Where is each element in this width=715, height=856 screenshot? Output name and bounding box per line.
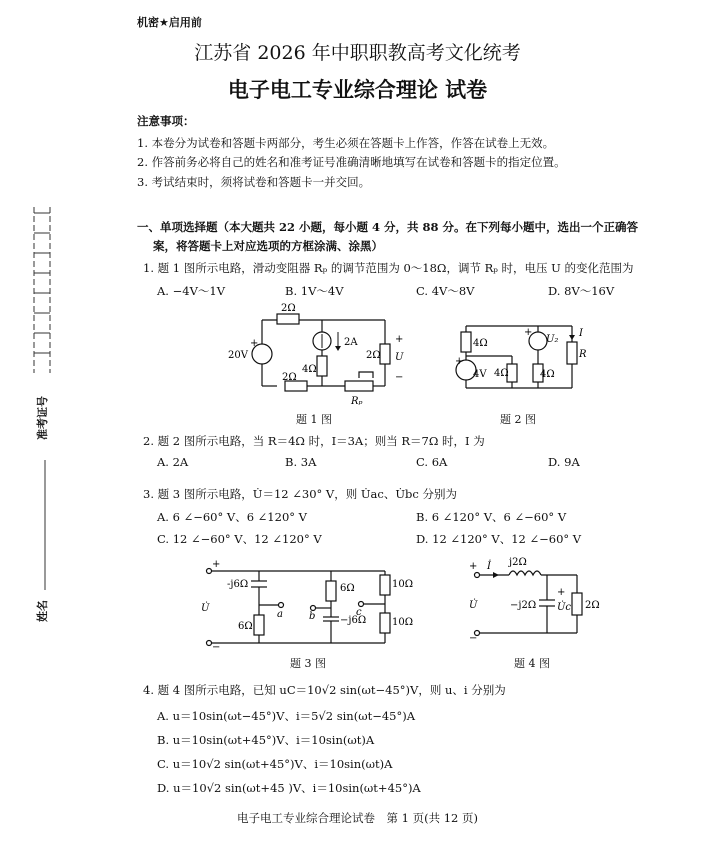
fig3-label-c2: −j6Ω <box>340 615 367 626</box>
fig4-label-l: j2Ω <box>509 557 527 568</box>
q2-option-b: B. 3A <box>285 455 317 469</box>
fig4-label-c: −j2Ω <box>510 600 537 611</box>
fig3-label-a: a <box>277 609 283 620</box>
fig2-resistor-1 <box>461 332 471 352</box>
figure-4-circuit <box>465 553 615 643</box>
fig2-label-r2: 4Ω <box>494 368 509 379</box>
q1-stem: 1. 题 1 图所示电路，滑动变阻器 Rₚ 的调节范围为 0～18Ω，调节 Rₚ 时，电压 U 的变化范围为 <box>143 261 634 275</box>
figure-2-caption: 题 2 图 <box>500 413 536 426</box>
fig1-label-r-top: 2Ω <box>281 303 296 314</box>
fig3-label-r1: 6Ω <box>238 621 253 632</box>
fig3-label-b: b <box>309 611 316 622</box>
fig1-resistor-right <box>380 344 390 364</box>
fig4-inductor <box>509 571 541 575</box>
figure-4-caption: 题 4 图 <box>514 657 550 670</box>
q1-option-a: A. −4V～1V <box>157 284 225 298</box>
fig4-label-uc: U̇c <box>557 602 572 613</box>
note-item-1: 1. 本卷分为试卷和答题卡两部分，考生必须在答题卡上作答，作答在试卷上无效。 <box>137 136 555 150</box>
q2-option-a: A. 2A <box>157 455 189 469</box>
q3-stem: 3. 题 3 图所示电路，U̇＝12 ∠30° V，则 U̇ac、U̇bc 分别为 <box>143 487 458 501</box>
name-underline <box>40 460 50 590</box>
exam-title: 江苏省 2026 年中职职教高考文化统考 <box>194 42 521 64</box>
q2-stem: 2. 题 2 图所示电路，当 R＝4Ω 时，I＝3A；则当 R＝7Ω 时，I 为 <box>143 434 485 448</box>
fig3-resistor-2 <box>326 581 336 601</box>
figure-3-caption: 题 3 图 <box>290 657 326 670</box>
section1-instructions-2: 案，将答题卡上对应选项的方框涂满、涂黑） <box>153 239 383 253</box>
q2-option-c: C. 6A <box>416 455 448 469</box>
fig1-label-r-mid: 4Ω <box>302 364 317 375</box>
fig4-label-r: 2Ω <box>585 600 600 611</box>
q1-option-c: C. 4V～8V <box>416 284 475 298</box>
binding-line-marks <box>20 205 60 375</box>
fig2-label-plus-u2: + <box>524 327 533 338</box>
fig2-label-plus: + <box>455 356 464 367</box>
fig2-label-r: R <box>579 349 587 360</box>
fig3-label-r3: 10Ω <box>392 579 414 590</box>
fig4-label-u: U̇ <box>469 600 478 611</box>
section1-instructions-1: 一、单项选择题（本大题共 22 小题，每小题 4 分，共 88 分。在下列每小题中，选出一个正确答 <box>137 220 639 234</box>
page-footer: 电子电工专业综合理论试卷 第 1 页(共 12 页) <box>236 811 479 825</box>
q2-option-d: D. 9A <box>548 455 580 469</box>
fig3-label-c1: -j6Ω <box>227 579 249 590</box>
confidential-seal: 机密★启用前 <box>137 16 202 29</box>
figure-2-circuit <box>448 318 588 398</box>
fig1-label-source-v: 20V <box>228 350 248 361</box>
fig3-resistor-4 <box>380 613 390 633</box>
fig4-label-plus-c: + <box>557 587 566 598</box>
q3-option-c: C. 12 ∠−60° V、12 ∠120° V <box>157 532 322 546</box>
fig1-label-u: U <box>395 352 404 363</box>
fig3-resistor-3 <box>380 575 390 595</box>
note-item-3: 3. 考试结束时，须将试卷和答题卡一并交回。 <box>137 175 371 189</box>
exam-id-label: 准考证号 <box>36 396 49 440</box>
fig3-label-plus: + <box>212 559 221 570</box>
fig1-label-plus-left: + <box>250 338 259 349</box>
name-label: 姓名 <box>36 600 49 622</box>
fig2-label-u2: U₂ <box>546 334 559 345</box>
fig1-label-r-right: 2Ω <box>366 350 381 361</box>
q3-option-d: D. 12 ∠120° V、12 ∠−60° V <box>416 532 582 546</box>
figure-1-circuit <box>225 300 425 410</box>
fig1-label-r-bottom: 2Ω <box>282 372 297 383</box>
fig2-label-r3: 4Ω <box>540 369 555 380</box>
fig3-label-minus: − <box>212 642 221 653</box>
fig1-resistor-mid <box>317 356 327 376</box>
fig4-label-i: İ <box>487 561 491 572</box>
exam-subtitle: 电子电工专业综合理论 试卷 <box>227 77 488 102</box>
figure-3-circuit <box>195 553 425 653</box>
fig2-label-i: I <box>579 328 583 339</box>
q4-option-d: D. u＝10√2 sin(ωt+45 )V、i＝10sin(ωt+45°)A <box>157 781 421 795</box>
fig3-label-u: U̇ <box>201 603 210 614</box>
q4-option-a: A. u＝10sin(ωt−45°)V、i＝5√2 sin(ωt−45°)A <box>157 709 416 723</box>
fig2-label-r1: 4Ω <box>473 338 488 349</box>
fig1-label-rp: Rₚ <box>351 396 363 407</box>
fig3-label-r4: 10Ω <box>392 617 414 628</box>
fig2-label-source-v: 4V <box>473 369 487 380</box>
fig3-resistor-1 <box>254 615 264 635</box>
fig1-rp-resistor <box>345 381 373 391</box>
fig2-resistor-r <box>567 342 577 364</box>
fig1-label-plus-right: + <box>395 334 404 345</box>
fig1-label-minus-right: − <box>395 372 404 383</box>
fig3-label-r2: 6Ω <box>340 583 355 594</box>
figure-1-caption: 题 1 图 <box>296 413 332 426</box>
fig4-label-plus: + <box>469 561 478 572</box>
q3-option-a: A. 6 ∠−60° V、6 ∠120° V <box>157 510 307 524</box>
fig3-label-c: c <box>356 607 362 618</box>
notes-heading: 注意事项： <box>137 114 195 128</box>
note-item-2: 2. 作答前务必将自己的姓名和准考证号准确清晰地填写在试卷和答题卡的指定位置。 <box>137 155 566 169</box>
fig1-resistor-top <box>277 314 299 324</box>
fig4-resistor <box>572 593 582 615</box>
q4-option-c: C. u＝10√2 sin(ωt+45°)V、i＝10sin(ωt)A <box>157 757 393 771</box>
q4-stem: 4. 题 4 图所示电路，已知 uC＝10√2 sin(ωt−45°)V，则 u、i 分别为 <box>143 683 506 697</box>
q3-option-b: B. 6 ∠120° V、6 ∠−60° V <box>416 510 567 524</box>
fig4-label-minus: − <box>469 633 478 643</box>
fig1-label-source-i: 2A <box>344 337 358 348</box>
q1-option-b: B. 1V～4V <box>285 284 344 298</box>
q1-option-d: D. 8V～16V <box>548 284 615 298</box>
q4-option-b: B. u＝10sin(ωt+45°)V、i＝10sin(ωt)A <box>157 733 375 747</box>
